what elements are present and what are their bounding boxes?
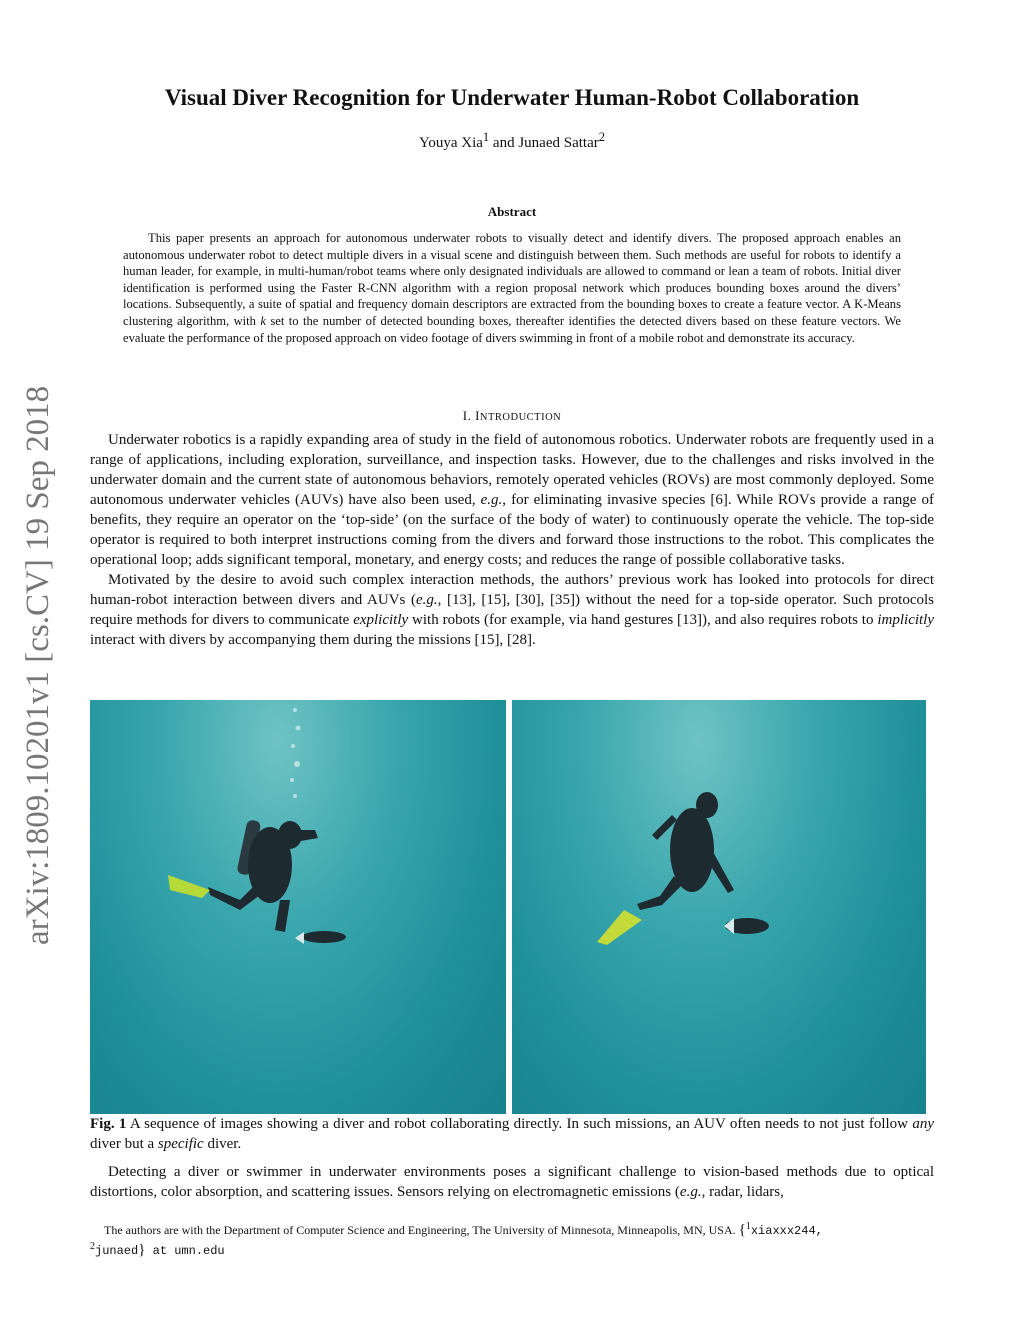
text-span: interact with divers by accompanying them during the missions [15], [28]. bbox=[90, 632, 536, 648]
author-2: Junaed Sattar bbox=[518, 135, 599, 151]
figure-label: Fig. 1 bbox=[90, 1116, 127, 1132]
paragraph-detection bbox=[90, 1162, 934, 1202]
fin-left bbox=[168, 875, 210, 898]
abstract-text bbox=[123, 230, 901, 346]
abstract-part-2: set to the number of detected bounding boxes, thereafter identifies the detected divers based on these feature vectors. We evaluate the performance of the proposed approach on video footage of divers swimming in front of a mobile robot and demonstrate its accuracy. bbox=[123, 313, 901, 345]
fin-right bbox=[597, 910, 642, 945]
introduction-body bbox=[90, 430, 934, 650]
email-part: junaed bbox=[95, 1244, 139, 1258]
italic-explicitly: explicitly bbox=[353, 612, 409, 628]
abstract-heading: Abstract bbox=[487, 204, 537, 219]
italic-implicitly: implicitly bbox=[877, 612, 935, 628]
figure-1-caption bbox=[90, 1114, 934, 1154]
text-span: A sequence of images showing a diver and robot collaborating directly. In such missions, an AUV often needs to not just follow bbox=[126, 1116, 913, 1132]
diver-scene-right bbox=[512, 700, 926, 1114]
email-part: xiaxxx244, bbox=[750, 1224, 823, 1238]
robot-left bbox=[295, 931, 346, 944]
superscript: 2 bbox=[90, 1241, 95, 1252]
affil-2: 2 bbox=[598, 130, 605, 144]
text-span: , [13], [15], [30], [35]) without the need for a top-side operator. Such protocols require methods for divers to communicate bbox=[90, 592, 934, 628]
italic-eg: e.g. bbox=[679, 1184, 702, 1200]
text-span: diver. bbox=[203, 1136, 242, 1152]
text-span: Underwater robotics is a rapidly expanding area of study in the field of autonomous robotics. Underwater robots are frequently used in a range of applications, including exploration, surveillance, and inspection tasks. However, due to the challenges and risks involved in the underwater domain and the current state of autonomous behaviors, remotely operated vehicles (ROVs) are most commonly deployed. Some autonomous underwater vehicles (AUVs) have also been used, bbox=[90, 432, 934, 508]
text-span: diver but a bbox=[90, 1136, 158, 1152]
text-span: Detecting a diver or swimmer in underwater environments poses a significant challenge to vision-based methods due to optical distortions, color absorption, and scattering issues. Sensors relying on electromagnetic emissions ( bbox=[90, 1164, 934, 1200]
italic-eg: e.g. bbox=[415, 592, 438, 608]
italic-specific: specific bbox=[157, 1136, 204, 1152]
figure-1-image-right bbox=[512, 700, 926, 1114]
author-footnote bbox=[90, 1219, 950, 1259]
email-domain: at umn.edu bbox=[145, 1244, 225, 1258]
author-1: Youya Xia bbox=[419, 135, 483, 151]
superscript: 1 bbox=[745, 1221, 751, 1232]
text-span: , radar, lidars, bbox=[701, 1184, 784, 1200]
intro-paragraph-2 bbox=[90, 570, 934, 650]
brace: } bbox=[138, 1242, 146, 1258]
text-span: , for eliminating invasive species [6]. While ROVs provide a range of benefits, they require an operator on the ‘top-side’ (on the surface of the body of water) to continuously operate the vehicle. The top-side operator is required to both interpret instructions coming from the divers and forward those instructions to the robot. This complicates the operational loop; adds significant temporal, monetary, and energy costs; and reduces the range of possible collaborative tasks. bbox=[90, 492, 934, 568]
figure-1-image-left bbox=[90, 700, 506, 1114]
brace: { bbox=[738, 1222, 746, 1238]
body-after-figure bbox=[90, 1162, 934, 1202]
text-span: Motivated by the desire to avoid such complex interaction methods, the authors’ previous work has looked into protocols for direct human-robot interaction between divers and AUVs ( bbox=[90, 572, 934, 608]
diver-silhouette bbox=[637, 792, 734, 910]
diver-silhouette bbox=[208, 819, 318, 932]
robot-right bbox=[724, 918, 769, 934]
bubbles bbox=[290, 708, 301, 798]
italic-any: any bbox=[912, 1116, 934, 1132]
section-initial: I bbox=[475, 408, 480, 423]
author-line bbox=[0, 130, 1024, 152]
section-smallcaps: NTRODUCTION bbox=[479, 412, 562, 423]
text-span: The authors are with the Department of Computer Science and Engineering, The University of Minnesota, Minneapolis, MN, USA. bbox=[104, 1223, 739, 1237]
diver-scene-left bbox=[90, 700, 506, 1114]
affil-1: 1 bbox=[482, 130, 490, 144]
author-and: and bbox=[489, 135, 519, 151]
section-number: I. bbox=[462, 408, 476, 423]
intro-paragraph-1 bbox=[90, 430, 934, 570]
paper-title: Visual Diver Recognition for Underwater Human-Robot Collaboration bbox=[164, 85, 860, 110]
section-heading-introduction bbox=[0, 408, 1024, 424]
text-span: with robots (for example, via hand gestures [13]), and also requires robots to bbox=[408, 612, 878, 628]
italic-eg: e.g. bbox=[480, 492, 503, 508]
abstract-part-1: This paper presents an approach for autonomous underwater robots to visually detect and identify divers. The proposed approach enables an autonomous underwater robot to detect multiple divers in a visual scene and distinguish between them. Such methods are useful for robots to identify a human leader, for example, in multi-human/robot teams where only designated individuals are allowed to command or lean a team of robots. Initial diver identification is performed using the Faster R-CNN algorithm with a region proposal network which produces bounding boxes around the divers’ locations. Subsequently, a suite of spatial and frequency domain descriptors are extracted from the bounding boxes to create a feature vector. A K-Means clustering algorithm, with bbox=[123, 231, 901, 328]
arxiv-sidebar-stamp: arXiv:1809.10201v1 [cs.CV] 19 Sep 2018 bbox=[20, 385, 56, 945]
abstract-k: k bbox=[260, 313, 266, 328]
